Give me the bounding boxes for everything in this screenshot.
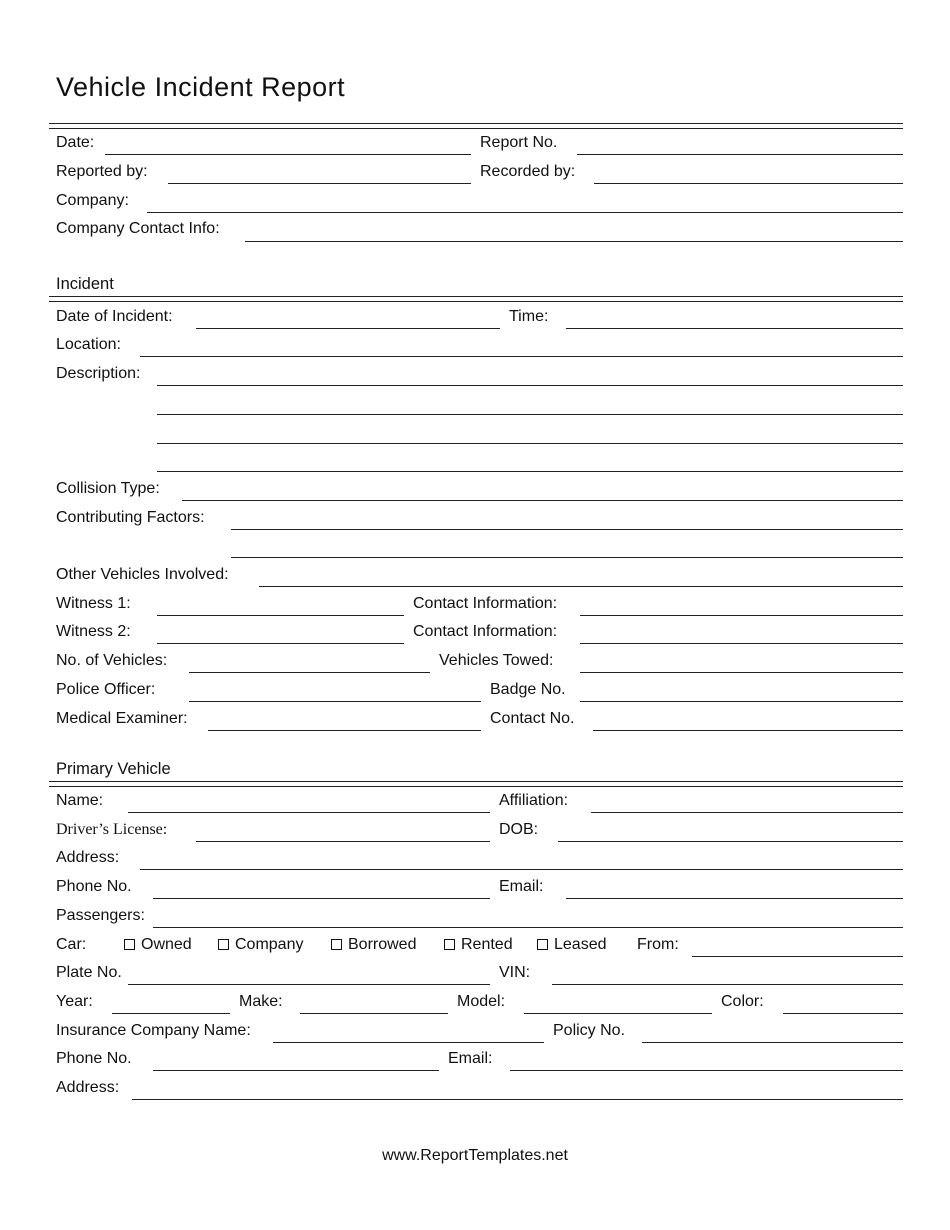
year-label: Year: — [56, 993, 93, 1010]
company-contact-field[interactable] — [245, 241, 903, 242]
no-vehicles-field[interactable] — [189, 672, 430, 673]
rented-option-label: Rented — [461, 936, 513, 953]
policy-no-field[interactable] — [642, 1042, 903, 1043]
recorded-by-field[interactable] — [594, 183, 903, 184]
description-field-line-1[interactable] — [157, 385, 903, 386]
leased-option-label: Leased — [554, 936, 607, 953]
date-label: Date: — [56, 134, 95, 151]
company-label: Company: — [56, 192, 129, 209]
insurance-address-label: Address: — [56, 1079, 120, 1096]
email-label: Email: — [499, 878, 544, 895]
checkbox-icon — [537, 939, 548, 950]
other-vehicles-label: Other Vehicles Involved: — [56, 566, 229, 583]
primary-vehicle-divider — [49, 781, 903, 787]
address-label: Address: — [56, 849, 120, 866]
borrowed-checkbox[interactable] — [331, 936, 416, 954]
drivers-license-field[interactable] — [196, 841, 490, 842]
dob-field[interactable] — [558, 841, 903, 842]
color-label: Color: — [721, 993, 764, 1010]
other-vehicles-field[interactable] — [259, 586, 903, 587]
email-field[interactable] — [566, 898, 903, 899]
recorded-by-label: Recorded by: — [480, 163, 576, 180]
description-field-line-3[interactable] — [157, 443, 903, 444]
company-checkbox[interactable] — [218, 936, 303, 954]
description-field-line-2[interactable] — [157, 414, 903, 415]
description-field-line-4[interactable] — [157, 471, 903, 472]
title-divider — [49, 123, 903, 129]
contributing-factors-field-line-1[interactable] — [231, 529, 903, 530]
owned-checkbox[interactable] — [124, 936, 192, 954]
address-field[interactable] — [140, 869, 903, 870]
contact-no-field[interactable] — [593, 730, 903, 731]
date-of-incident-field[interactable] — [196, 328, 500, 329]
company-option-label: Company — [235, 936, 304, 953]
witness2-label: Witness 2: — [56, 623, 131, 640]
police-officer-field[interactable] — [189, 701, 481, 702]
insurance-phone-label: Phone No. — [56, 1050, 132, 1067]
model-field[interactable] — [524, 1013, 712, 1014]
medical-examiner-label: Medical Examiner: — [56, 710, 188, 727]
collision-type-field[interactable] — [182, 500, 903, 501]
checkbox-icon — [218, 939, 229, 950]
badge-no-label: Badge No. — [490, 681, 566, 698]
affiliation-field[interactable] — [591, 812, 903, 813]
policy-no-label: Policy No. — [553, 1022, 626, 1039]
checkbox-icon — [124, 939, 135, 950]
report-no-label: Report No. — [480, 134, 558, 151]
from-field[interactable] — [692, 956, 903, 957]
time-label: Time: — [509, 308, 549, 325]
make-field[interactable] — [300, 1013, 448, 1014]
plate-no-label: Plate No. — [56, 964, 122, 981]
rented-checkbox[interactable] — [444, 936, 513, 954]
drivers-license-label: Driver’s License: — [56, 821, 168, 838]
location-label: Location: — [56, 336, 121, 353]
model-label: Model: — [457, 993, 506, 1010]
reported-by-label: Reported by: — [56, 163, 148, 180]
insurance-address-field[interactable] — [132, 1099, 903, 1100]
year-field[interactable] — [112, 1013, 230, 1014]
plate-no-field[interactable] — [128, 984, 490, 985]
car-label: Car: — [56, 936, 87, 953]
vin-label: VIN: — [499, 964, 531, 981]
vin-field[interactable] — [552, 984, 903, 985]
no-vehicles-label: No. of Vehicles: — [56, 652, 168, 669]
collision-type-label: Collision Type: — [56, 480, 160, 497]
page-title: Vehicle Incident Report — [56, 72, 346, 102]
company-contact-label: Company Contact Info: — [56, 220, 220, 237]
incident-heading: Incident — [56, 275, 114, 293]
vehicles-towed-field[interactable] — [580, 672, 903, 673]
witness1-field[interactable] — [157, 615, 404, 616]
passengers-label: Passengers: — [56, 907, 145, 924]
passengers-field[interactable] — [153, 927, 903, 928]
witness2-contact-label: Contact Information: — [413, 623, 558, 640]
dob-label: DOB: — [499, 821, 539, 838]
witness1-label: Witness 1: — [56, 595, 131, 612]
medical-examiner-field[interactable] — [208, 730, 481, 731]
insurance-email-label: Email: — [448, 1050, 493, 1067]
date-of-incident-label: Date of Incident: — [56, 308, 173, 325]
witness1-contact-label: Contact Information: — [413, 595, 558, 612]
contributing-factors-field-line-2[interactable] — [231, 557, 903, 558]
time-field[interactable] — [566, 328, 903, 329]
owned-option-label: Owned — [141, 936, 192, 953]
contributing-factors-label: Contributing Factors: — [56, 509, 205, 526]
contact-no-label: Contact No. — [490, 710, 575, 727]
name-field[interactable] — [128, 812, 490, 813]
badge-no-field[interactable] — [580, 701, 903, 702]
make-label: Make: — [239, 993, 283, 1010]
police-officer-label: Police Officer: — [56, 681, 156, 698]
company-field[interactable] — [147, 212, 903, 213]
insurance-email-field[interactable] — [510, 1070, 903, 1071]
borrowed-option-label: Borrowed — [348, 936, 417, 953]
incident-divider — [49, 296, 903, 302]
primary-vehicle-heading: Primary Vehicle — [56, 760, 171, 778]
phone-label: Phone No. — [56, 878, 132, 895]
witness1-contact-field[interactable] — [580, 615, 903, 616]
insurance-company-label: Insurance Company Name: — [56, 1022, 251, 1039]
reported-by-field[interactable] — [168, 183, 471, 184]
insurance-phone-field[interactable] — [153, 1070, 439, 1071]
phone-field[interactable] — [153, 898, 490, 899]
report-no-field[interactable] — [577, 154, 903, 155]
location-field[interactable] — [140, 356, 903, 357]
footer-website: www.ReportTemplates.net — [382, 1147, 568, 1164]
witness2-field[interactable] — [157, 643, 404, 644]
vehicles-towed-label: Vehicles Towed: — [439, 652, 554, 669]
color-field[interactable] — [783, 1013, 903, 1014]
checkbox-icon — [444, 939, 455, 950]
checkbox-icon — [331, 939, 342, 950]
date-field[interactable] — [105, 154, 471, 155]
description-label: Description: — [56, 365, 141, 382]
witness2-contact-field[interactable] — [580, 643, 903, 644]
leased-checkbox[interactable] — [537, 936, 607, 954]
from-label: From: — [637, 936, 679, 953]
name-label: Name: — [56, 792, 104, 809]
insurance-company-field[interactable] — [273, 1042, 544, 1043]
affiliation-label: Affiliation: — [499, 792, 569, 809]
